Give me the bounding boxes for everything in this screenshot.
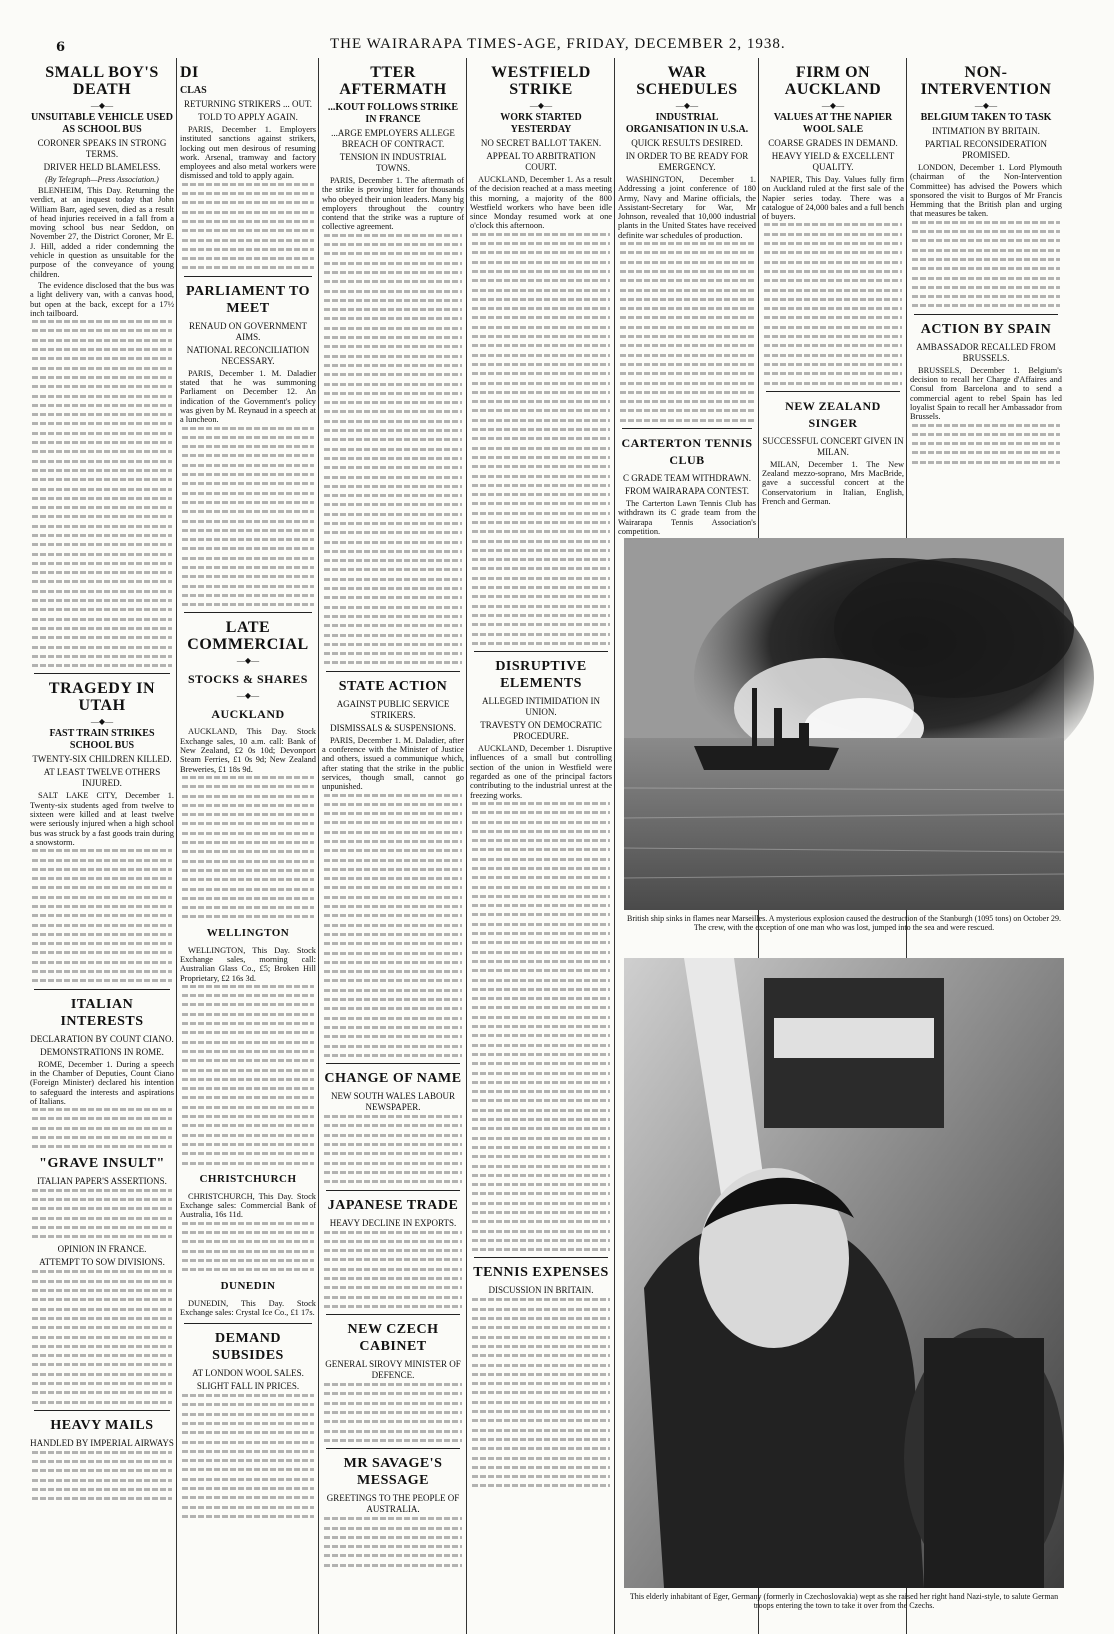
article-text: PARIS, December 1. M. Daladier, after a conference with the Minister of Justice and others, issued a communique which, after stating that the strike in the public services, though small, cannot go unpunished. [322,735,464,792]
subhead: TRAVESTY ON DEMOCRATIC PROCEDURE. [480,720,602,742]
subhead: BELGIUM TAKEN TO TASK [920,112,1052,123]
article-text: PARIS, December 1. M. Daladier stated that he was summoning Parliament on December 12. An indication of the Government's policy was given by M. Reynaud in a speech at a luncheon. [180,368,316,425]
headline-late-commercial: LATE COMMERCIAL [187,619,309,654]
headline-change-of-name: CHANGE OF NAME [324,1071,462,1087]
article-text: DUNEDIN, This Day. Stock Exchange sales: Crystal Ice Co., £1 17s. [180,1298,316,1317]
subhead: C GRADE TEAM WITHDRAWN. [623,473,751,484]
headline-westfield-strike: WESTFIELD STRIKE [491,64,591,98]
headline-small-boys-death: SMALL BOY'S DEATH [45,64,159,98]
subhead: DECLARATION BY COUNT CIANO. [30,1033,174,1044]
section-auckland: AUCKLAND [211,707,285,722]
page-number: 6 [56,40,66,55]
column-1 [30,58,174,1634]
article-text: LONDON, December 1. Lord Plymouth (chairman of the Non-Intervention Committee) has advised the Powers which sponsored the visit to Burgos of Mr Francis Hemming that the British plan and urging that measures be taken. [910,163,1062,219]
subhead: TOLD TO APPLY AGAIN. [198,112,298,122]
ornament: —◆— [236,656,260,666]
article-text: CHRISTCHURCH, This Day. Stock Exchange sales: Commercial Bank of Australia, 16s 11d. [180,1191,316,1220]
headline-state-action: STATE ACTION [338,678,448,694]
article-text: BRUSSELS, December 1. Belgium's decision to recall her Charge d'Affaires and Consul from Barcelona and to send a commercial agent to rebel Spain has led loyalist Spain to recall her Ambassador from Brussels. [910,365,1062,422]
headline-non-intervention: NON-INTERVENTION [920,64,1052,98]
text-block [324,1517,462,1566]
headline-tennis-expenses: TENNIS EXPENSES [473,1265,609,1281]
subhead: ALLEGED INTIMIDATION IN UNION. [482,696,600,718]
column-7 [910,58,1062,528]
ornament: —◆— [90,717,114,727]
subhead: AGAINST PUBLIC SERVICE STRIKERS. [336,698,450,720]
column-rule [614,58,615,1634]
text-block [182,776,314,918]
subhead: PARTIAL RECONSIDERATION PROMISED. [924,139,1048,160]
subhead: SUCCESSFUL CONCERT GIVEN IN MILAN. [762,435,904,457]
article-text: WASHINGTON, December 1. Addressing a joint conference of 180 Army, Navy and Marine officials, the Assistant-Secretary for War, Mr Johnson, revealed that 10,000 industrial plants in the United States have received definite war schedules of production. [618,175,756,240]
subhead: RENAUD ON GOVERNMENT AIMS. [189,320,307,342]
headline-japanese-trade: JAPANESE TRADE [327,1197,459,1213]
article-text: BLENHEIM, This Day. Returning the verdict, at an inquest today that John William Barr, aged seven, died as a result of head injuries received in a fall from a moving school bus near Seddon, on November 27, the District Coroner, Mr E. J. Hill, added a rider condemning the vehicle in question as unsuitable for the purpose of the conveyance of young children. [30,186,174,279]
article-text: AUCKLAND, This Day. Stock Exchange sales, 10 a.m. call: Bank of New Zealand, £2 0s 10d; Devonport Steam Ferries, £1 0s 9d; New Zealand Breweries, £1 18s 9d. [180,727,316,774]
column-rule [318,58,319,1634]
headline-grave-insult: "GRAVE INSULT" [39,1155,165,1171]
subhead: DEMONSTRATIONS IN ROME. [40,1046,164,1057]
text-block [324,234,462,665]
subhead: IN ORDER TO BE READY FOR EMERGENCY. [625,151,749,172]
ship-fire-illustration [624,538,1064,910]
woman-salute-illustration [624,958,1064,1588]
ornament: —◆— [529,101,553,110]
subhead: NEW SOUTH WALES LABOUR NEWSPAPER. [331,1091,455,1113]
subhead: HANDLED BY IMPERIAL AIRWAYS [30,1437,174,1448]
article-text: AUCKLAND, December 1. As a result of the decision reached at a mass meeting this morning, a majority of the 800 Westfield workers who have been idle since Monday resumed work at one o'clock this afternoon. [470,175,612,231]
subhead: VALUES AT THE NAPIER WOOL SALE [773,112,893,135]
column-2 [180,58,316,1634]
subhead: FAST TRAIN STRIKES SCHOOL BUS [49,728,155,752]
column-rule [466,58,467,1634]
subhead: HEAVY DECLINE IN EXPORTS. [329,1217,457,1228]
subhead: DISMISSALS & SUSPENSIONS. [330,722,456,733]
subhead: AT LEAST TWELVE OTHERS INJURED. [43,767,161,789]
text-block [32,320,172,667]
text-block [324,1383,462,1442]
subhead: AMBASSADOR RECALLED FROM BRUSSELS. [916,341,1056,363]
headline-new-zealand-singer: NEW ZEALAND SINGER [785,398,881,430]
text-block [912,424,1060,464]
ornament: —◆— [675,101,699,110]
byline: (By Telegraph—Press Association.) [45,175,159,184]
ornament: —◆— [821,101,845,110]
subhead: GREETINGS TO THE PEOPLE OF AUSTRALIA. [326,1493,460,1515]
headline-mr-savages-message: MR SAVAGE'S MESSAGE [343,1456,443,1489]
column-rule [176,58,177,1634]
headline-disruptive-elements: DISRUPTIVE ELEMENTS [495,659,587,692]
subhead: FROM WAIRARAPA CONTEST. [624,486,750,497]
column-6 [762,58,904,528]
subhead: INDUSTRIAL ORGANISATION IN U.S.A. [625,112,749,135]
headline-firm-on-auckland: FIRM ON AUCKLAND [784,64,882,98]
subhead: NATIONAL RECONCILIATION NECESSARY. [186,344,310,366]
subhead: ITALIAN PAPER'S ASSERTIONS. [37,1175,167,1186]
article-text: PARIS, December 1. The aftermath of the strike is proving bitter for thousands who obeyed their union leaders. Many big employers throughout the country contend that the strike was a rupture of collective agreement. [322,176,464,232]
subhead: DRIVER HELD BLAMELESS. [43,162,161,172]
section-christchurch: CHRISTCHURCH [199,1172,297,1185]
article-text: AUCKLAND, December 1. Disruptive influences of a small but controlling section of the union in Westfield were regarded as one of the principal factors contributing to the industrial unrest at the freezing works. [470,744,612,800]
ship-photo-caption: British ship sinks in flames near Marseilles. A mysterious explosion caused the destruction of the Stanburgh (1095 tons) on October 29. The crew, with the exception of one man who was lost, jumped into the sea and were rescued. [626,914,1061,932]
subhead: DISCUSSION IN BRITAIN. [488,1285,594,1296]
subhead: OPINION IN FRANCE. [57,1244,147,1255]
ornament: —◆— [236,691,260,701]
headline-heavy-mails: HEAVY MAILS [50,1417,154,1433]
section-dunedin: DUNEDIN [220,1279,276,1292]
headline-strike-aftermath: TTER AFTERMATH [339,64,447,98]
article-text: MILAN, December 1. The New Zealand mezzo-soprano, Mrs MacBride, gave a successful concert at the Conservatorium in Italian, English, French and German. [762,459,904,507]
text-block [472,233,610,645]
subhead: COARSE GRADES IN DEMAND. [768,138,898,148]
subhead: INTIMATION BY BRITAIN. [932,126,1040,136]
subhead: GENERAL SIROVY MINISTER OF DEFENCE. [325,1359,461,1381]
text-block [324,794,462,1057]
masthead: THE WAIRARAPA TIMES-AGE, FRIDAY, DECEMBER 2, 1938. [330,36,786,52]
subhead: ...KOUT FOLLOWS STRIKE IN FRANCE [327,102,459,125]
text-block [32,1108,172,1148]
text-block [32,1270,172,1403]
text-block [912,221,1060,308]
subhead: CLAS [180,85,207,96]
headline-demand-subsides: DEMAND SUBSIDES [212,1331,284,1364]
subhead: WORK STARTED YESTERDAY [500,112,582,135]
subhead-stocks-shares: STOCKS & SHARES [188,672,308,687]
subhead: CORONER SPEAKS IN STRONG TERMS. [37,138,167,159]
text-block [472,1298,610,1487]
ornament: —◆— [974,101,998,110]
subhead: APPEAL TO ARBITRATION COURT. [486,151,596,172]
subhead: UNSUITABLE VEHICLE USED AS SCHOOL BUS [31,112,173,135]
subhead: HEAVY YIELD & EXCELLENT QUALITY. [771,151,895,172]
text-block [324,1115,462,1183]
subhead: ATTEMPT TO SOW DIVISIONS. [39,1257,165,1268]
article-text: NAPIER, This Day. Values fully firm on Auckland ruled at the first sale of the Napier series today. There was a catalogue of 24,000 bales and a full bench of buyers. [762,175,904,222]
subhead: ...ARGE EMPLOYERS ALLEGE BREACH OF CONTRACT. [331,128,455,149]
text-block [182,427,314,607]
subhead: TENSION IN INDUSTRIAL TOWNS. [339,152,447,173]
text-block [182,985,314,1165]
headline-italian-interests: ITALIAN INTERESTS [60,996,144,1029]
text-block [764,223,902,384]
text-block [182,183,314,270]
woman-salute-photo [624,958,1064,1588]
article-text: SALT LAKE CITY, December 1. Twenty-six students aged from twelve to sixteen were killed and at least twelve were seriously injured when a high school bus was struck by a fast goods train during a snowstorm. [30,791,174,847]
ship-fire-photo [624,538,1064,910]
article-text: PARIS, December 1. Employers instituted sanctions against strikers, locking out men desirous of resuming work. Arsenal, tramway and factory employees and also metal workers were dismissed and told to apply again. [180,125,316,181]
text-block [32,849,172,982]
column-5 [618,58,756,536]
headline-war-schedules: WAR SCHEDULES [636,64,738,98]
text-block [472,802,610,1251]
subhead: TWENTY-SIX CHILDREN KILLED. [32,754,172,765]
headline-new-czech-cabinet: NEW CZECH CABINET [347,1322,439,1355]
text-block [182,1394,314,1518]
masthead-bar [0,0,1114,58]
subhead: SLIGHT FALL IN PRICES. [196,1381,300,1392]
text-block [32,1189,172,1238]
headline-tragedy-in-utah: TRAGEDY IN UTAH [48,680,156,715]
text-block [324,1231,462,1308]
subhead: QUICK RESULTS DESIRED. [631,138,743,148]
column-3 [322,58,464,1634]
headline-carterton-tennis-club: CARTERTON TENNIS CLUB [621,436,753,468]
article-text: WELLINGTON, This Day. Stock Exchange sales, morning call: Australian Glass Co., £5; Broken Hill Proprietary, £2 16s 3d. [180,945,316,983]
headline-truncated: DI [180,64,199,81]
subhead: AT LONDON WOOL SALES. [192,1368,304,1379]
ornament: —◆— [90,101,114,110]
column-4 [470,58,612,1634]
article-text: The Carterton Lawn Tennis Club has withdrawn its C grade team from the Wairarapa Tennis Association's competition. [618,499,756,536]
text-block [620,242,754,422]
headline-action-by-spain: ACTION BY SPAIN [920,321,1052,337]
article-text: ROME, December 1. During a speech in the Chamber of Deputies, Count Ciano (Foreign Minister) declared his intention to safeguard the interests and aspirations of Italians. [30,1059,174,1106]
text-block [182,1222,314,1271]
subhead: RETURNING STRIKERS ... OUT. [183,99,313,109]
text-block [32,1451,172,1500]
article-text: The evidence disclosed that the bus was a light delivery van, with a canvas hood, but open at the back, except for a 17½ inch tailboard. [30,280,174,318]
woman-photo-caption: This elderly inhabitant of Eger, Germany (formerly in Czechoslovakia) wept as she raised her right hand Nazi-style, to salute German troops entering the town to take it over from the Czechs. [629,1592,1059,1610]
section-wellington: WELLINGTON [206,926,290,939]
subhead: NO SECRET BALLOT TAKEN. [480,138,602,148]
headline-parliament-to-meet: PARLIAMENT TO MEET [185,283,311,316]
